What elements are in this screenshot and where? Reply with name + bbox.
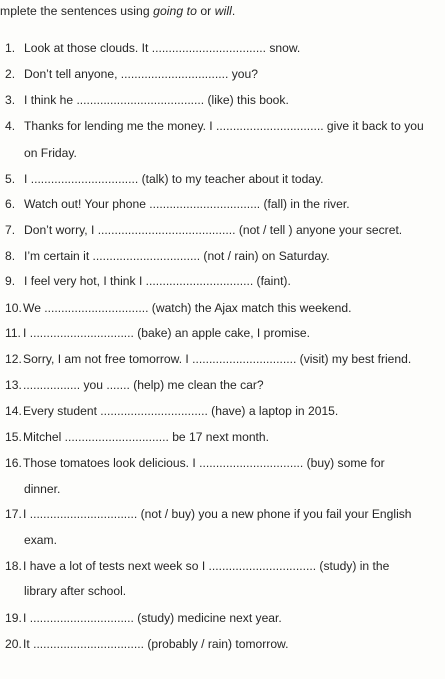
item-text: I think he ...................................... (like) this book. (24, 93, 289, 107)
item-number: 6. (5, 197, 16, 211)
item-number: 5. (5, 172, 16, 186)
item-number: 8. (5, 249, 16, 263)
exercise-item (5, 378, 264, 392)
exercise-item (5, 223, 402, 237)
item-text: Every student ................................ (have) a laptop in 2015. (23, 404, 339, 418)
exercise-item-continuation (5, 533, 57, 547)
item-text: Don’t worry, I ......................................... (not / tell ) anyone your secret. (24, 223, 403, 237)
item-text: Look at those clouds. It .................................. snow. (24, 41, 301, 55)
exercise-item (5, 352, 411, 366)
exercise-item (5, 249, 330, 263)
item-text: I ................................ (talk) to my teacher about it today. (24, 172, 324, 186)
item-text: I ................................ (not / buy) you a new phone if you fail your English (23, 507, 412, 521)
item-number: 15. (5, 430, 22, 444)
item-number: 10. (5, 301, 22, 315)
exercise-item-continuation (5, 584, 126, 598)
exercise-item (5, 67, 258, 81)
item-number: 7. (5, 223, 16, 237)
item-number: 1. (5, 41, 16, 55)
item-text: library after school. (24, 584, 127, 598)
item-number: 18. (5, 559, 22, 573)
item-number: 2. (5, 67, 16, 81)
item-text: I feel very hot, I think I ................................ (faint). (24, 274, 291, 288)
item-number: 14. (5, 404, 22, 418)
exercise-item (5, 326, 310, 340)
item-number: 19. (5, 611, 22, 625)
item-text: I ............................... (bake) an apple cake, I promise. (23, 326, 311, 340)
item-number: 20. (5, 637, 22, 651)
instructions-going-to: going to (153, 4, 197, 18)
item-text: We ............................... (watch) the Ajax match this weekend. (23, 301, 352, 315)
exercise-item (5, 172, 324, 186)
item-number: 9. (5, 274, 16, 288)
instructions-text (0, 4, 235, 18)
exercise-item (5, 559, 389, 573)
instructions-middle: or (196, 4, 215, 18)
exercise-item (5, 611, 282, 625)
instructions-will: will (214, 4, 232, 18)
item-text: I’m certain it ................................ (not / rain) on Saturday. (24, 249, 330, 263)
exercise-item-continuation (5, 146, 77, 160)
exercise-item (5, 274, 291, 288)
exercise-item-continuation (5, 482, 60, 496)
item-number: 17. (5, 507, 22, 521)
item-number: 3. (5, 93, 16, 107)
exercise-item (5, 404, 338, 418)
instructions-before: mplete the sentences using (0, 4, 154, 18)
item-number: 4. (5, 119, 16, 133)
item-text: It ................................. (probably / rain) tomorrow. (23, 637, 289, 651)
item-text: on Friday. (24, 146, 77, 160)
exercise-item (5, 456, 385, 470)
item-text: I ............................... (study) medicine next year. (23, 611, 282, 625)
item-number: 12. (5, 352, 22, 366)
instructions-after: . (231, 4, 236, 18)
exercise-item (5, 93, 289, 107)
exercise-item (5, 430, 269, 444)
exercise-item (5, 301, 351, 315)
exercise-item (5, 197, 350, 211)
item-text: Watch out! Your phone ................................. (fall) in the river. (24, 197, 350, 211)
item-text: exam. (24, 533, 57, 547)
exercise-item (5, 41, 300, 55)
item-text: Thanks for lending me the money. I ................................ give it back to you (24, 119, 424, 133)
item-text: Mitchel ............................... be 17 next month. (23, 430, 270, 444)
item-text: Those tomatoes look delicious. I ............................... (buy) some for (23, 456, 385, 470)
exercise-item (5, 119, 424, 133)
item-text: ................. you ....... (help) me clean the car? (23, 378, 264, 392)
item-text: I have a lot of tests next week so I ................................ (study) in the (23, 559, 390, 573)
item-number: 13. (5, 378, 22, 392)
exercise-item (5, 637, 288, 651)
item-text: Sorry, I am not free tomorrow. I ............................... (visit) my best friend. (23, 352, 412, 366)
item-text: dinner. (24, 482, 61, 496)
item-number: 11. (5, 326, 21, 340)
exercise-item (5, 507, 412, 521)
item-text: Don’t tell anyone, ................................ you? (24, 67, 258, 81)
item-number: 16. (5, 456, 22, 470)
